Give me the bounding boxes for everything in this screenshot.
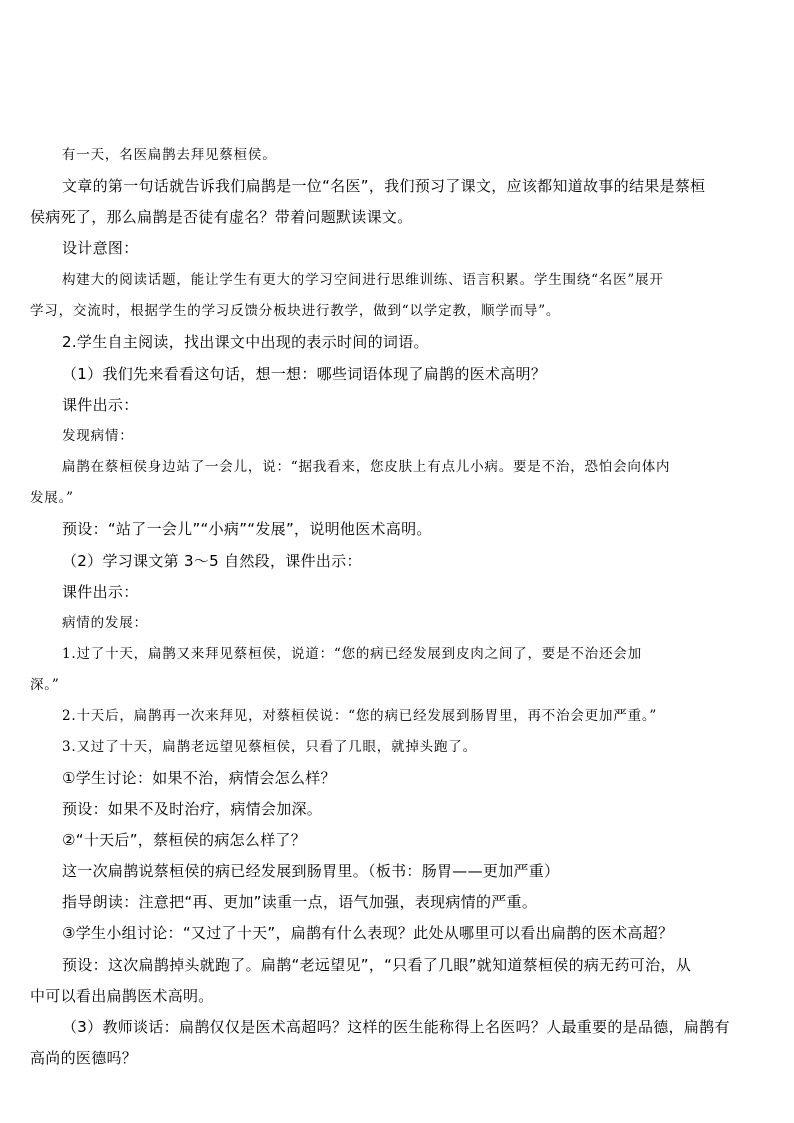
text-line: 扁鹊在蔡桓侯身边站了一会儿，说：“据我看来，您皮肤上有点儿小病。要是不治，恐怕会向体内 <box>62 459 671 475</box>
text-line: 有一天，名医扁鹊去拜见蔡桓侯。 <box>62 147 277 163</box>
text-line: 学习，交流时，根据学生的学习反馈分板块进行教学，做到“以学定教，顺学而导”。 <box>30 303 561 319</box>
text-line: 侯病死了，那么扁鹊是否徒有虚名？带着问题默读课文。 <box>30 208 413 226</box>
text-line: ③学生小组讨论：“又过了十天”，扁鹊有什么表现？此处从哪里可以看出扁鹊的医术高超？ <box>62 924 674 942</box>
text-line: ①学生讨论：如果不治，病情会怎么样？ <box>62 769 336 787</box>
text-line: 这一次扁鹊说蔡桓侯的病已经发展到肠胃里。（板书：肠胃——更加严重） <box>62 862 560 880</box>
text-line: （1）我们先来看看这句话，想一想：哪些词语体现了扁鹊的医术高明？ <box>62 365 547 383</box>
text-line: 预设：“站了一会儿”“小病”“发展”，说明他医术高明。 <box>62 520 432 538</box>
text-line: 3.又过了十天，扁鹊老远望见蔡桓侯，只看了几眼，就掉头跑了。 <box>62 739 477 755</box>
text-line: 预设：这次扁鹊掉头就跑了。扁鹊“老远望见”，“只看了几眼”就知道蔡桓侯的病无药可治，从 <box>62 956 691 974</box>
text-line: 病情的发展： <box>62 615 148 631</box>
text-line: 文章的第一句话就告诉我们扁鹊是一位“名医”，我们预习了课文，应该都知道故事的结果是蔡桓 <box>62 177 706 195</box>
text-line: 构建大的阅读话题，能让学生有更大的学习空间进行思维训练、语言积累。学生围绕“名医”展开 <box>62 272 664 288</box>
text-line: 2.十天后，扁鹊再一次来拜见，对蔡桓侯说：“您的病已经发展到肠胃里，再不治会更加严重。” <box>62 708 658 724</box>
text-line: 高尚的医德吗？ <box>30 1049 138 1067</box>
text-line: 深。” <box>30 677 60 693</box>
text-line: 发展。” <box>30 490 74 506</box>
text-line: 指导朗读：注意把“再、更加”读重一点，语气加强，表现病情的严重。 <box>62 893 538 911</box>
text-line: （2）学习课文第 3～5 自然段，课件出示： <box>62 552 362 570</box>
text-line: 1.过了十天，扁鹊又来拜见蔡桓侯，说道：“您的病已经发展到皮肉之间了，要是不治还会加 <box>62 646 642 662</box>
text-line: 课件出示： <box>62 396 139 414</box>
text-line: 预设：如果不及时治疗，病情会加深。 <box>62 800 323 818</box>
text-line: 2.学生自主阅读，找出课文中出现的表示时间的词语。 <box>62 333 429 351</box>
text-line: （3）教师谈话：扁鹊仅仅是医术高超吗？这样的医生能称得上名医吗？人最重要的是品德，扁鹊有 <box>62 1018 730 1036</box>
text-line: 发现病情： <box>62 428 134 444</box>
text-line: 中可以看出扁鹊医术高明。 <box>30 987 214 1005</box>
text-line: ②“十天后”，蔡桓侯的病怎么样了？ <box>62 831 307 849</box>
text-line: 设计意图： <box>62 239 139 257</box>
text-line: 课件出示： <box>62 583 139 601</box>
